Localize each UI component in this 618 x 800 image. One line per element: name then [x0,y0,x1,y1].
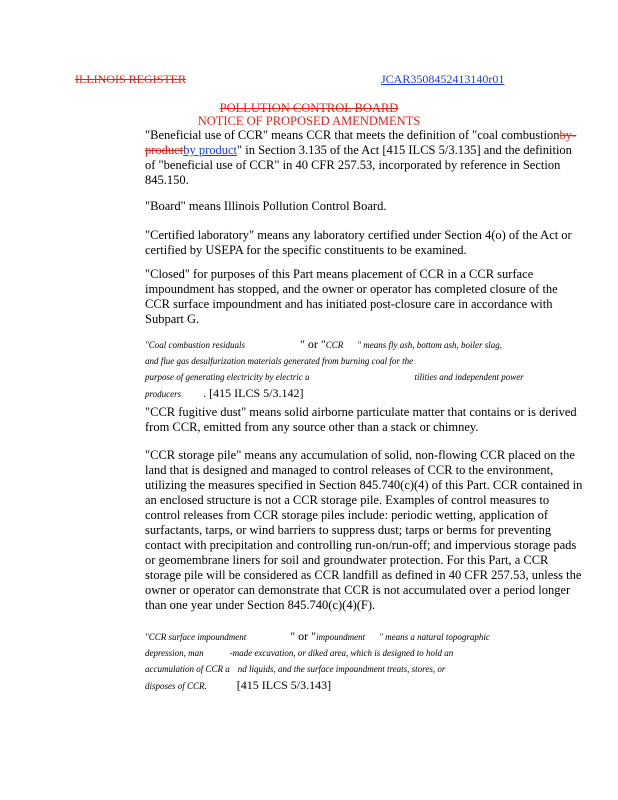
register-header: ILLINOIS REGISTER [75,72,186,86]
impoundment-line-3a: accumulation of CCR a [145,664,230,674]
inserted-text: by product [183,143,237,157]
definition-ccr-storage-pile [145,448,585,613]
impoundment-means: " means a natural topographic [379,632,490,642]
ccr-line-2: and flue gas desulfurization materials generated from burning coal for the [145,356,414,366]
impoundment-line-4 [145,677,585,694]
board-text: "Board" means Illinois Pollution Control Board. [145,199,387,213]
impoundment-line-2 [145,645,585,661]
storage-pile-text: "CCR storage pile" means any accumulation of solid, non-flowing CCR placed on the land that is designed and managed to control releases of CCR to the environment, utilizing the measures specified in Section 845.740(c)(4) of this Part. CCR contained in an enclosed structure is not a CCR storage pile. Examples of control measures to control releases from CCR storage piles include: periodic wetting, application of surfactants, tarps, or wind barriers to suppress dust; tarps or berms for preventing contact with precipitation and controlling run-on/run-off; and impervious storage pads or geomembrane liners for soil and groundwater protection. For this Part, a CCR storage pile will be considered as CCR landfill as defined in 40 CFR 257.53, unless the owner or operator can demonstrate that CCR is not accumulated over a period longer than one year under Section 845.740(c)(4)(F). [145,448,583,612]
deleted-text: by-product [145,128,577,157]
closed-text: "Closed" for purposes of this Part means placement of CCR in a CCR surface impoundment has stopped, and the owner or operator has completed closure of the CCR surface impoundment and has initiated post-closure care in accordance with Subpart G. [145,267,558,326]
ccr-term: "Coal combustion residuals [145,340,245,350]
jcar-revision: 2413140r01 [446,72,505,86]
definition-beneficial-use [145,128,585,188]
ccr-or: " or " [299,337,326,351]
ccr-line-4 [145,385,585,402]
jcar-number [381,72,504,87]
fugitive-dust-text: "CCR fugitive dust" means solid airborne particulate matter that contains or is derived from CCR, emitted from any source other than a stack or chimney. [145,405,577,434]
beneficial-use-text-after: " in Section 3.135 of the Act [415 ILCS 5/3.135] and the definition of "beneficial use of CCR" in 40 CFR 257.53, incorporated by reference in Section 845.150. [145,143,572,187]
certified-lab-text: "Certified laboratory" means any laboratory certified under Section 4(o) of the Act or certified by USEPA for the specific constituents to be examined. [145,228,572,257]
impoundment-line-1 [145,628,585,645]
agency-title: POLLUTION CONTROL BOARD [219,101,399,115]
impoundment-term: "CCR surface impoundment [145,632,247,642]
ccr-line-4a: producers [145,389,182,399]
impoundment-line-3b: nd liquids, and the surface impoundment treats, stores, or [237,664,446,674]
ccr-line-1 [145,336,585,353]
ccr-means: " means fly ash, bottom ash, boiler slag, [357,340,503,350]
impoundment-line-4a: disposes of CCR. [145,681,207,691]
ccr-citation: . [415 ILCS 5/3.142] [203,386,304,400]
impoundment-abbrev: impoundment [316,632,366,642]
impoundment-line-2a: depression, man [145,648,204,658]
definition-certified-laboratory [145,228,585,258]
jcar-code: JCAR350845 [381,72,447,86]
definition-coal-combustion-residuals [145,336,585,402]
impoundment-or: " or " [290,629,317,643]
ccr-line-3b: tilities and independent power [414,372,524,382]
ccr-abbrev: CCR [325,340,344,350]
definition-ccr-surface-impoundment [145,628,585,694]
beneficial-use-text-before: "Beneficial use of CCR" means CCR that meets the definition of "coal combustion [145,128,560,142]
definition-closed [145,267,585,327]
ccr-line-3 [145,369,585,385]
definition-ccr-fugitive-dust [145,405,585,435]
notice-title: NOTICE OF PROPOSED AMENDMENTS [197,114,421,128]
impoundment-citation: [415 ILCS 5/3.143] [236,678,332,692]
impoundment-line-2b: -made excavation, or diked area, which is designed to hold an [229,648,454,658]
definition-board [145,199,585,214]
impoundment-line-3 [145,661,585,677]
ccr-line-3a: purpose of generating electricity by electric u [145,372,310,382]
